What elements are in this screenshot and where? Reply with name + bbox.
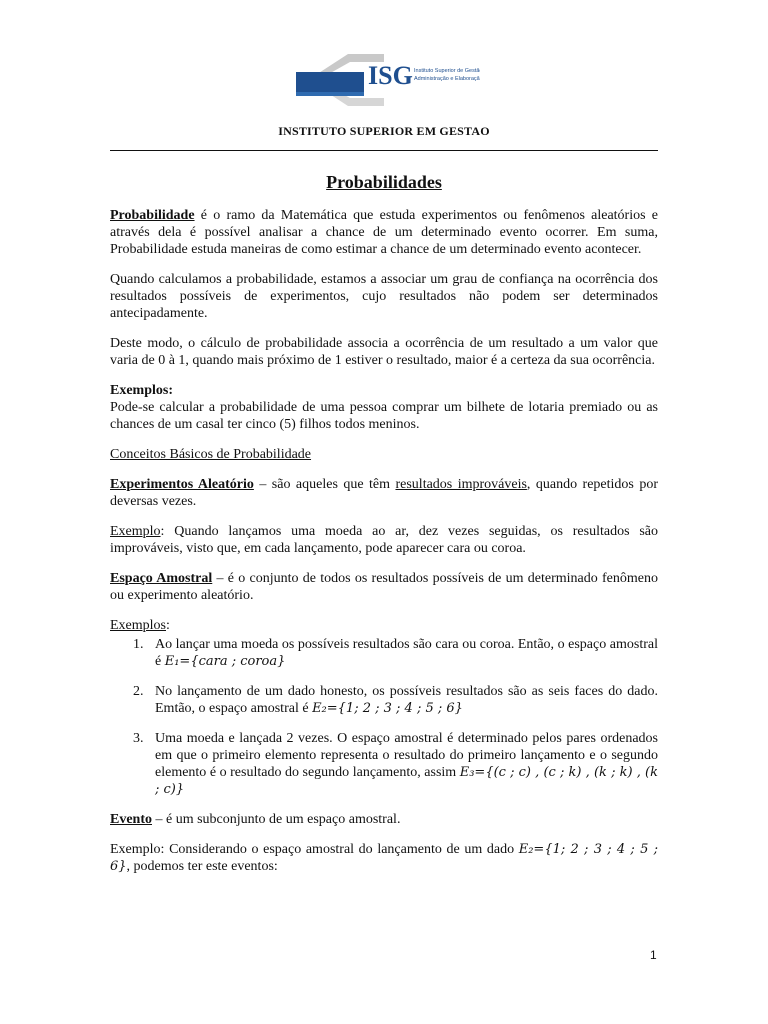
term-probabilidade: Probabilidade [110, 208, 195, 223]
isg-logo-graphic [288, 50, 480, 110]
list-item [110, 636, 658, 670]
list-item-math: E₃={(c ; c) , (c ; k) , (k ; k) , (k ; c)} [155, 765, 659, 797]
document-body [110, 207, 658, 888]
exemplo-evento-math: E₂={1; 2 ; 3 ; 4 ; 5 ; 6} [110, 842, 658, 874]
header-divider [110, 150, 658, 151]
exemplos-list [110, 636, 658, 798]
exemplo-evento-tail: , podemos ter este eventos: [126, 859, 278, 874]
exemplo-label: Exemplo [110, 524, 161, 539]
paragraph-calculo: Deste modo, o cálculo de probabilidade associa a ocorrência de um resultado a um valor que varia de 0 à 1, quando mais próximo de 1 estiver o resultado, maior é a certeza da sua ocorrência. [110, 336, 658, 368]
logo-text: ISG [368, 61, 413, 90]
list-item [110, 683, 658, 717]
list-item-number: 2. [133, 684, 144, 699]
list-item [110, 730, 658, 798]
paragraph-exemplos [110, 382, 658, 433]
term-evento: Evento [110, 812, 152, 827]
exemplo-moeda-text: : Quando lançamos uma moeda ao ar, dez vezes seguidas, os resultados são improváveis, visto que, em cada lançamento, pode aparecer cara ou coroa. [110, 524, 658, 556]
list-item-math: E₂={1; 2 ; 3 ; 4 ; 5 ; 6} [312, 701, 463, 716]
paragraph-exemplo-evento [110, 841, 658, 875]
paragraph-confianca: Quando calculamos a probabilidade, estamos a associar um grau de confiança na ocorrência dos resultados possíveis de experimentos, cujo resultados não podem ser determinados antecipadamente. [110, 272, 658, 321]
exemplo-evento-text: Exemplo: Considerando o espaço amostral do lançamento de um dado [110, 842, 519, 857]
list-item-number: 1. [133, 637, 144, 652]
paragraph-exemplo-moeda [110, 523, 658, 557]
evento-text: – é um subconjunto de um espaço amostral. [152, 812, 401, 827]
paragraph-experimentos [110, 476, 658, 510]
resultados-improvaveis: resultados improváveis [395, 477, 527, 492]
exemplos-text: Pode-se calcular a probabilidade de uma pessoa comprar um bilhete de lotaria premiado ou as chances de um casal ter cinco (5) filhos todos meninos. [110, 400, 658, 432]
isg-logo [288, 50, 480, 110]
page-number: 1 [650, 948, 657, 962]
logo-subtitle-2: Administração e Elaboração [414, 76, 480, 82]
paragraph-espaco-amostral [110, 570, 658, 604]
exemplos-list-label: Exemplos [110, 618, 166, 633]
paragraph-evento [110, 811, 658, 828]
list-item-text: Ao lançar uma moeda os possíveis resultados são cara ou coroa. Então, o espaço amostral é [155, 637, 658, 669]
espaco-text: – é o conjunto de todos os resultados possíveis de um determinado fenômeno ou experimento aleatório. [110, 571, 658, 603]
exemplos-heading: Exemplos: [110, 383, 173, 398]
experimentos-text-b: , quando repetidos por deversas vezes. [110, 477, 658, 509]
list-item-math: E₁={cara ; coroa} [164, 654, 286, 669]
paragraph-definition [110, 207, 658, 258]
list-item-text: No lançamento de um dado honesto, os possíveis resultados são as seis faces do dado. Emtão, o espaço amostral é [155, 684, 658, 716]
term-experimentos: Experimentos Aleatório [110, 477, 254, 492]
list-item-number: 3. [133, 731, 144, 746]
logo-subtitle-1: Instituto Superior de Gestão [414, 68, 480, 74]
exemplos-list-colon: : [166, 618, 170, 633]
page-title: Probabilidades [326, 172, 442, 192]
experimentos-text-a: – são aqueles que têm [253, 477, 396, 492]
term-espaco-amostral: Espaço Amostral [110, 571, 213, 586]
list-item-text: Uma moeda e lançada 2 vezes. O espaço amostral é determinado pelos pares ordenados em que o primeiro elemento representa o resultado do primeiro lançamento e o segundo elemento é o resultado do segundo lançamento, assim [155, 731, 658, 780]
definition-text: é o ramo da Matemática que estuda experimentos ou fenômenos aleatórios e através dela é possível analisar a chance de um determinado evento ocorrer. Em suma, Probabilidade estuda maneiras de como estimar a chance de um determinado evento acontecer. [110, 208, 658, 257]
institute-name: INSTITUTO SUPERIOR EM GESTAO [278, 124, 490, 138]
section-heading-text: Conceitos Básicos de Probabilidade [110, 447, 312, 462]
section-heading [110, 446, 658, 463]
exemplos-list-heading [110, 617, 658, 634]
